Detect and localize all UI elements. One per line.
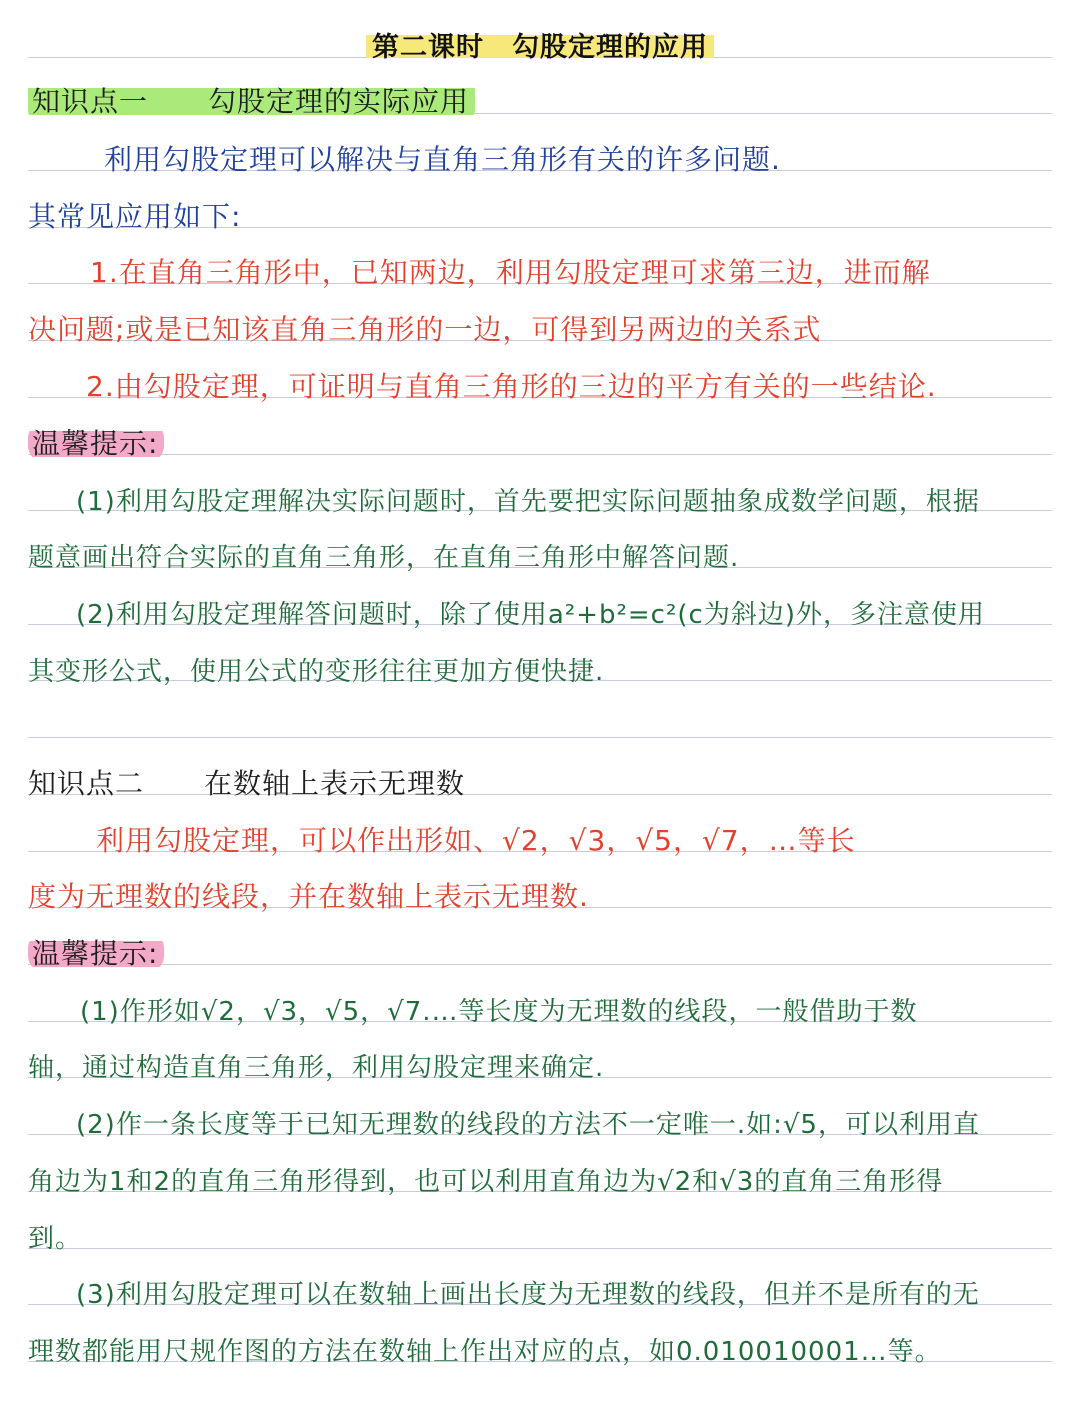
section2-tip-heading [28,924,1080,980]
section1-tip1-line1: (1)利用勾股定理解决实际问题时，首先要把实际问题抽象成数学问题，根据 [76,486,980,517]
section1-topic: 勾股定理的实际应用 [208,85,470,118]
section2-tip1-line2: 轴，通过构造直角三角形，利用勾股定理来确定. [28,1052,605,1083]
section2-tip3-line2: 理数都能用尺规作图的方法在数轴上作出对应的点，如0.010010001…等。 [28,1336,942,1367]
page-title-row [0,16,1080,72]
section1-tip2-line1: (2)利用勾股定理解答问题时，除了使用a²+b²=c²(c为斜边)外，多注意使用 [76,599,985,630]
section2-tip2-line2: 角边为1和2的直角三角形得到，也可以利用直角边为√2和√3的直角三角形得 [28,1166,944,1197]
section1-tip-label: 温馨提示: [28,422,164,462]
section1-intro: 利用勾股定理可以解决与直角三角形有关的许多问题. [104,143,781,176]
section2-topic: 在数轴上表示无理数 [204,767,466,800]
section2-label: 知识点二 [28,767,145,800]
section2-tip3-line1: (3)利用勾股定理可以在数轴上画出长度为无理数的线段，但并不是所有的无 [76,1279,980,1310]
section2-intro-line2: 度为无理数的线段，并在数轴上表示无理数. [28,880,589,913]
section2-tip2-line3: 到。 [28,1223,83,1254]
ruled-line [28,737,1052,738]
page-title: 第二课时 勾股定理的应用 [366,25,714,64]
section2-tip1-line1: (1)作形如√2，√3，√5，√7.…等长度为无理数的线段，一般借助于数 [80,996,918,1027]
section1-tip2-line2: 其变形公式，使用公式的变形往往更加方便快捷. [28,656,605,687]
section1-subhead: 其常见应用如下: [28,200,242,233]
section2-intro-line1: 利用勾股定理，可以作出形如、√2，√3，√5，√7，…等长 [96,824,856,857]
section2-tip2-line1: (2)作一条长度等于已知无理数的线段的方法不一定唯一.如:√5，可以利用直 [76,1109,980,1140]
section1-item1-line1: 1.在直角三角形中，已知两边，利用勾股定理可求第三边，进而解 [90,256,931,289]
section2-tip-label: 温馨提示: [28,932,164,972]
section2-heading [28,754,1080,810]
section1-label: 知识点一 [32,85,149,118]
section1-item2: 2.由勾股定理，可证明与直角三角形的三边的平方有关的一些结论. [86,370,937,403]
section1-heading [28,72,1080,128]
section1-heading-highlight [28,80,475,120]
section1-tip-heading [28,414,1080,470]
section1-tip1-line2: 题意画出符合实际的直角三角形，在直角三角形中解答问题. [28,542,740,573]
section1-item1-line2: 决问题;或是已知该直角三角形的一边，可得到另两边的关系式 [28,313,822,346]
